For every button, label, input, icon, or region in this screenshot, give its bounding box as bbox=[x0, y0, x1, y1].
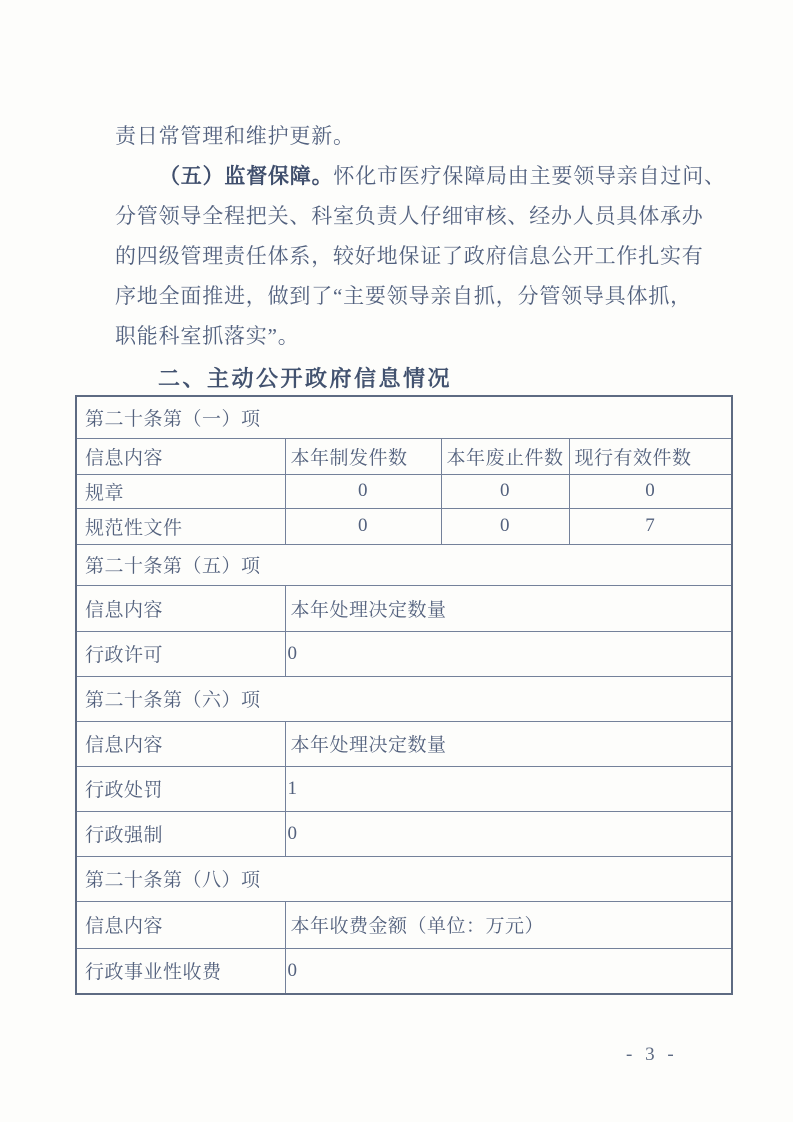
body-text bbox=[115, 116, 726, 356]
table-row bbox=[76, 631, 732, 676]
section5-line: 序地全面推进，做到了“主要领导亲自抓，分管领导具体抓， bbox=[115, 284, 692, 308]
table-row bbox=[76, 721, 732, 766]
table-row bbox=[76, 901, 732, 948]
table-row bbox=[76, 676, 732, 721]
cell-value: 0 bbox=[285, 631, 732, 676]
cell-header: 信息内容 bbox=[76, 585, 285, 631]
table-row bbox=[76, 856, 732, 901]
cell-label: 行政许可 bbox=[76, 631, 285, 676]
cell-header: 信息内容 bbox=[76, 901, 285, 948]
cell-value: 0 bbox=[285, 811, 732, 856]
table-row bbox=[76, 948, 732, 994]
section5-line: 的四级管理责任体系，较好地保证了政府信息公开工作扎实有 bbox=[115, 244, 704, 268]
section5-line-text: 怀化市医疗保障局由主要领导亲自过问、 bbox=[333, 164, 726, 188]
cell-label: 行政处罚 bbox=[76, 766, 285, 811]
cell-header: 本年处理决定数量 bbox=[285, 721, 732, 766]
section5-line: 分管领导全程把关、科室负责人仔细审核、经办人员具体承办 bbox=[115, 204, 704, 228]
cell-value: 0 bbox=[441, 508, 569, 544]
cell-value: 0 bbox=[441, 474, 569, 508]
cell-section-title: 第二十条第（五）项 bbox=[76, 544, 732, 585]
cell-header: 现行有效件数 bbox=[569, 438, 732, 474]
cell-header: 本年废止件数 bbox=[441, 438, 569, 474]
section5-line bbox=[115, 156, 726, 196]
cell-value: 0 bbox=[285, 508, 441, 544]
cell-value: 0 bbox=[285, 948, 732, 994]
cell-value: 0 bbox=[569, 474, 732, 508]
table-row bbox=[76, 508, 732, 544]
cell-header: 本年收费金额（单位：万元） bbox=[285, 901, 732, 948]
cell-section-title: 第二十条第（六）项 bbox=[76, 676, 732, 721]
section5-line: 职能科室抓落实”。 bbox=[115, 324, 300, 348]
table-row bbox=[76, 585, 732, 631]
paragraph-end-line: 责日常管理和维护更新。 bbox=[115, 124, 355, 148]
cell-label: 规范性文件 bbox=[76, 508, 285, 544]
table-row bbox=[76, 438, 732, 474]
cell-value: 7 bbox=[569, 508, 732, 544]
cell-label: 行政强制 bbox=[76, 811, 285, 856]
cell-section-title: 第二十条第（八）项 bbox=[76, 856, 732, 901]
section2-heading: 二、主动公开政府信息情况 bbox=[158, 366, 453, 391]
table-row bbox=[76, 544, 732, 585]
cell-value: 0 bbox=[285, 474, 441, 508]
cell-header: 信息内容 bbox=[76, 721, 285, 766]
table-row bbox=[76, 811, 732, 856]
section5-bold-lead: （五）监督保障。 bbox=[159, 164, 334, 188]
cell-label: 规章 bbox=[76, 474, 285, 508]
cell-header: 信息内容 bbox=[76, 438, 285, 474]
table-row bbox=[76, 396, 732, 438]
cell-label: 行政事业性收费 bbox=[76, 948, 285, 994]
table-row bbox=[76, 766, 732, 811]
disclosure-stats-table bbox=[75, 395, 733, 995]
cell-section-title: 第二十条第（一）项 bbox=[76, 396, 732, 438]
page-number: - 3 - bbox=[626, 1044, 678, 1065]
cell-header: 本年制发件数 bbox=[285, 438, 441, 474]
cell-header: 本年处理决定数量 bbox=[285, 585, 732, 631]
cell-value: 1 bbox=[285, 766, 732, 811]
table-row bbox=[76, 474, 732, 508]
